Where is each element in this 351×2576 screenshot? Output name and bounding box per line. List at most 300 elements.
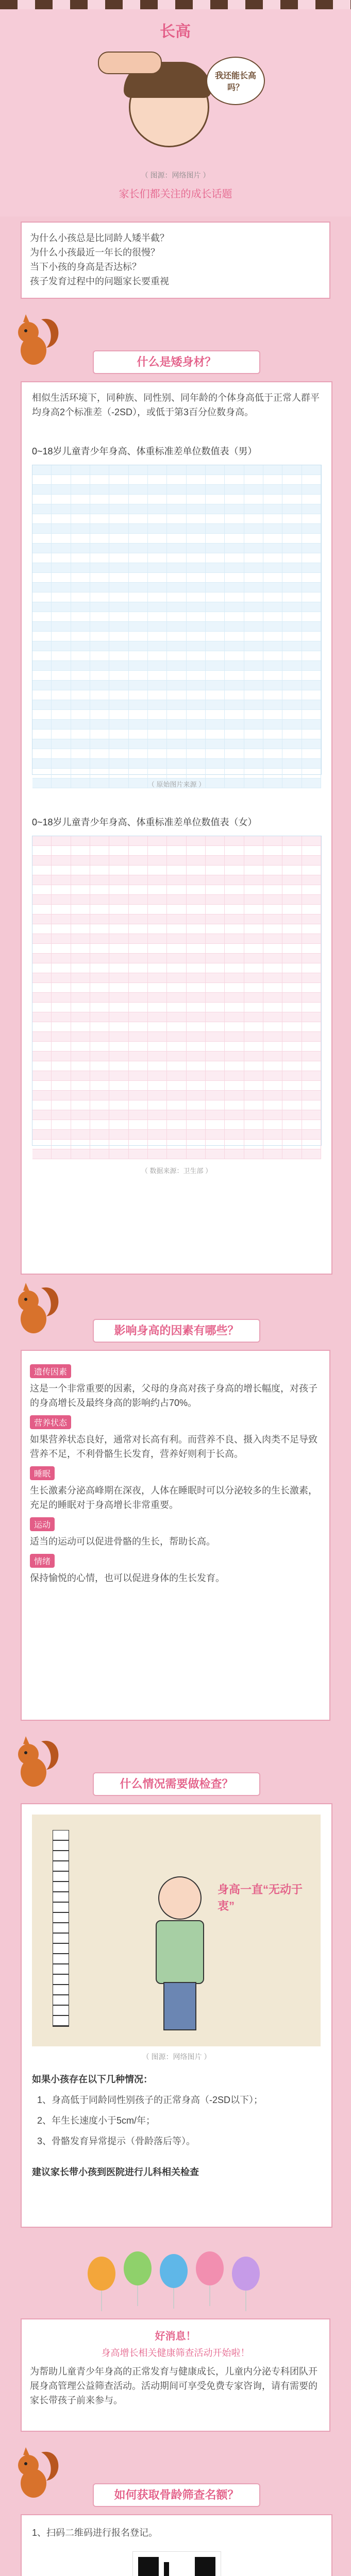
table-cell <box>225 690 244 700</box>
table-cell <box>148 553 167 563</box>
table-cell <box>187 1130 206 1139</box>
table-cell <box>90 924 109 934</box>
table-cell <box>187 1100 206 1110</box>
table-cell <box>302 973 321 982</box>
table-cell <box>71 1022 90 1031</box>
table-cell <box>148 856 167 865</box>
table-cell <box>302 583 321 592</box>
table-cell <box>167 875 186 885</box>
table-cell <box>32 905 52 914</box>
table-cell <box>167 866 186 875</box>
table-cell <box>225 1140 244 1149</box>
table-cell <box>90 563 109 572</box>
table-cell <box>167 592 186 602</box>
table-cell <box>148 1032 167 1041</box>
table-cell <box>52 1081 71 1090</box>
table-cell <box>302 632 321 641</box>
table-cell <box>90 553 109 563</box>
table-cell <box>71 1071 90 1080</box>
signup-card <box>21 2514 332 2576</box>
table-cell <box>263 671 282 680</box>
table-cell <box>187 914 206 924</box>
table-cell <box>225 534 244 543</box>
table-cell <box>148 1052 167 1061</box>
table-cell <box>187 573 206 582</box>
table-cell <box>167 1100 186 1110</box>
table-cell <box>206 875 225 885</box>
table-cell <box>206 963 225 973</box>
table-cell <box>206 846 225 855</box>
table-cell <box>90 875 109 885</box>
table-cell <box>90 1052 109 1061</box>
table-cell <box>167 983 186 992</box>
table-cell <box>206 602 225 612</box>
table-cell <box>187 661 206 670</box>
table-cell <box>129 1003 148 1012</box>
table-cell <box>109 563 128 572</box>
table-cell <box>32 1140 52 1149</box>
table-cell <box>90 622 109 631</box>
table-cell <box>129 504 148 514</box>
table-cell <box>32 632 52 641</box>
table-cell <box>148 739 167 749</box>
table-cell <box>263 1149 282 1159</box>
table-cell <box>148 1071 167 1080</box>
table-cell <box>244 914 263 924</box>
table-cell <box>148 632 167 641</box>
table-row <box>32 1091 321 1100</box>
table-cell <box>129 710 148 719</box>
table-cell <box>167 465 186 474</box>
table-row <box>32 1081 321 1091</box>
table-row <box>32 944 321 954</box>
table-cell <box>206 1071 225 1080</box>
table-cell <box>263 1061 282 1071</box>
table-cell <box>206 954 225 963</box>
table-cell <box>52 495 71 504</box>
table-cell <box>129 544 148 553</box>
table-cell <box>90 710 109 719</box>
table-cell <box>206 524 225 533</box>
table-cell <box>244 1091 263 1100</box>
table-cell <box>263 641 282 651</box>
table-cell <box>244 485 263 494</box>
table-cell <box>109 875 128 885</box>
table-cell <box>52 514 71 523</box>
table-cell <box>244 1149 263 1159</box>
table-cell <box>148 475 167 484</box>
table-cell <box>225 730 244 739</box>
table-cell <box>148 993 167 1002</box>
table-cell <box>71 612 90 621</box>
table-cell <box>282 514 302 523</box>
table-cell <box>90 1091 109 1100</box>
table-cell <box>302 759 321 768</box>
table-cell <box>71 1052 90 1061</box>
table-cell <box>244 681 263 690</box>
table-cell <box>109 993 128 1002</box>
table-row <box>32 641 321 651</box>
table-cell <box>90 720 109 729</box>
table-cell <box>282 1061 302 1071</box>
section-factors-title: 影响身高的因素有哪些？ <box>93 1319 260 1343</box>
speech-bubble <box>206 57 265 105</box>
table-row <box>32 895 321 905</box>
table-cell <box>282 924 302 934</box>
table-cell <box>52 1061 71 1071</box>
table-cell <box>187 983 206 992</box>
table-row <box>32 983 321 993</box>
table-cell <box>109 651 128 660</box>
table-cell <box>129 914 148 924</box>
factor-block <box>30 1359 321 1410</box>
table-cell <box>263 681 282 690</box>
table-row <box>32 573 321 583</box>
table-cell <box>129 993 148 1002</box>
table-cell <box>206 934 225 943</box>
table-cell <box>282 749 302 758</box>
table-cell <box>263 602 282 612</box>
table-cell <box>129 1012 148 1022</box>
table-cell <box>282 632 302 641</box>
table-cell <box>148 1100 167 1110</box>
table-cell <box>263 1110 282 1120</box>
table-cell <box>282 895 302 904</box>
table-cell <box>109 544 128 553</box>
table-cell <box>225 544 244 553</box>
table-cell <box>263 875 282 885</box>
table-cell <box>302 514 321 523</box>
table-row <box>32 759 321 769</box>
table-cell <box>90 495 109 504</box>
table-cell <box>206 944 225 953</box>
table-cell <box>129 651 148 660</box>
table-cell <box>225 475 244 484</box>
table-cell <box>187 544 206 553</box>
table-cell <box>129 866 148 875</box>
table-row <box>32 710 321 720</box>
table-row <box>32 700 321 710</box>
table-cell <box>32 1042 52 1051</box>
table-cell <box>225 641 244 651</box>
table-cell <box>52 875 71 885</box>
table-cell <box>225 875 244 885</box>
table-cell <box>109 1091 128 1100</box>
table-cell <box>244 1120 263 1129</box>
table-cell <box>109 759 128 768</box>
table-cell <box>167 993 186 1002</box>
table-cell <box>282 534 302 543</box>
table-cell <box>187 1042 206 1051</box>
table-cell <box>282 1012 302 1022</box>
table-cell <box>263 759 282 768</box>
table-cell <box>90 1012 109 1022</box>
table-cell <box>302 749 321 758</box>
table-cell <box>148 1130 167 1139</box>
table-cell <box>282 651 302 660</box>
table-cell <box>263 1071 282 1080</box>
table-row <box>32 846 321 856</box>
factor-text: 适当的运动可以促进骨骼的生长，帮助长高。 <box>30 1536 215 1547</box>
table-cell <box>263 769 282 778</box>
table-cell <box>32 983 52 992</box>
table-cell <box>282 730 302 739</box>
table-cell <box>225 622 244 631</box>
table-cell <box>129 846 148 855</box>
table-cell <box>52 671 71 680</box>
qr-code[interactable] <box>132 2551 221 2576</box>
table-cell <box>263 592 282 602</box>
table-cell <box>263 583 282 592</box>
table-row <box>32 524 321 534</box>
table-cell <box>167 514 186 523</box>
table-cell <box>52 553 71 563</box>
squirrel-icon <box>5 1278 67 1340</box>
table-cell <box>109 914 128 924</box>
table-cell <box>32 856 52 865</box>
table-cell <box>148 954 167 963</box>
table-cell <box>187 495 206 504</box>
table-cell <box>71 914 90 924</box>
table-cell <box>52 924 71 934</box>
table-cell <box>282 905 302 914</box>
table-cell <box>90 895 109 904</box>
header-illustration <box>98 46 257 160</box>
table-cell <box>52 661 71 670</box>
table-cell <box>206 495 225 504</box>
table-cell <box>109 885 128 894</box>
table-cell <box>187 524 206 533</box>
notice-subtitle: 身高增长相关健康筛查活动开始啦！ <box>101 2348 250 2358</box>
table-cell <box>129 641 148 651</box>
table-cell <box>129 700 148 709</box>
table-cell <box>129 592 148 602</box>
table-cell <box>129 954 148 963</box>
table-cell <box>282 769 302 778</box>
table-cell <box>148 983 167 992</box>
table-cell <box>263 514 282 523</box>
table-cell <box>148 846 167 855</box>
table-cell <box>90 739 109 749</box>
table-cell <box>129 1130 148 1139</box>
factor-block <box>30 1410 321 1461</box>
table-cell <box>206 553 225 563</box>
table-cell <box>148 661 167 670</box>
squirrel-icon <box>5 309 67 371</box>
table-cell <box>32 641 52 651</box>
table-cell <box>90 681 109 690</box>
table-cell <box>206 1003 225 1012</box>
table-cell <box>148 720 167 729</box>
table-cell <box>71 465 90 474</box>
table-cell <box>52 544 71 553</box>
table-cell <box>32 651 52 660</box>
table-cell <box>167 671 186 680</box>
table-cell <box>32 1120 52 1129</box>
table-cell <box>282 954 302 963</box>
table-cell <box>148 641 167 651</box>
illustration-label: 身高一直“无动于衷” <box>218 1883 303 1912</box>
table-cell <box>282 983 302 992</box>
table-cell <box>90 1130 109 1139</box>
table-cell <box>225 563 244 572</box>
table-cell <box>167 573 186 582</box>
table-cell <box>282 661 302 670</box>
table-cell <box>302 1012 321 1022</box>
table-cell <box>225 836 244 845</box>
table-cell <box>32 524 52 533</box>
table-cell <box>52 1052 71 1061</box>
table-row <box>32 651 321 661</box>
table-cell <box>109 1130 128 1139</box>
table-cell <box>71 730 90 739</box>
table-cell <box>263 914 282 924</box>
table-cell <box>52 973 71 982</box>
table-row <box>32 632 321 641</box>
table-cell <box>206 749 225 758</box>
table-cell <box>52 583 71 592</box>
table-cell <box>52 836 71 845</box>
table-cell <box>167 1071 186 1080</box>
table-cell <box>225 739 244 749</box>
table-cell <box>187 534 206 543</box>
factor-tag: 情绪 <box>30 1554 55 1568</box>
table-cell <box>263 485 282 494</box>
table-cell <box>71 983 90 992</box>
table-cell <box>167 1120 186 1129</box>
table-cell <box>32 544 52 553</box>
table-cell <box>129 1081 148 1090</box>
table-cell <box>282 553 302 563</box>
table-cell <box>282 866 302 875</box>
table-cell <box>129 769 148 778</box>
table-cell <box>52 934 71 943</box>
table-cell <box>52 895 71 904</box>
table-cell <box>244 1140 263 1149</box>
table-cell <box>71 866 90 875</box>
table-cell <box>244 465 263 474</box>
table-cell <box>129 934 148 943</box>
table-cell <box>225 749 244 758</box>
table-cell <box>109 641 128 651</box>
table-row <box>32 875 321 885</box>
table-cell <box>71 553 90 563</box>
table-cell <box>148 681 167 690</box>
table-cell <box>167 1061 186 1071</box>
table-cell <box>187 553 206 563</box>
table-cell <box>187 651 206 660</box>
table-cell <box>167 914 186 924</box>
table-cell <box>263 1120 282 1129</box>
table-row <box>32 720 321 730</box>
table-cell <box>52 681 71 690</box>
table-row <box>32 534 321 544</box>
table-cell <box>187 641 206 651</box>
table-cell <box>206 583 225 592</box>
speech-text: 我还能长高吗？ <box>215 72 257 92</box>
table-cell <box>52 651 71 660</box>
table-cell <box>244 895 263 904</box>
table-cell <box>263 504 282 514</box>
table-cell <box>129 485 148 494</box>
table-cell <box>302 504 321 514</box>
table-cell <box>148 973 167 982</box>
table-cell <box>32 739 52 749</box>
table-cell <box>148 1061 167 1071</box>
table-cell <box>129 924 148 934</box>
table-cell <box>71 1032 90 1041</box>
table-cell <box>52 730 71 739</box>
table-cell <box>129 612 148 621</box>
table-cell <box>71 651 90 660</box>
table-cell <box>244 1061 263 1071</box>
table-cell <box>225 759 244 768</box>
intro-question: 为什么小孩总是比同龄人矮半截？ <box>30 233 169 243</box>
table-cell <box>90 973 109 982</box>
table-cell <box>282 1149 302 1159</box>
table-cell <box>263 1042 282 1051</box>
table-cell <box>129 681 148 690</box>
table-cell <box>71 592 90 602</box>
table-cell <box>244 983 263 992</box>
table-cell <box>90 1022 109 1031</box>
table-cell <box>167 1052 186 1061</box>
table-cell <box>52 1149 71 1159</box>
table-cell <box>129 973 148 982</box>
table-cell <box>302 1003 321 1012</box>
table-cell <box>109 1100 128 1110</box>
header-title: 长高 <box>160 23 191 40</box>
factor-block <box>30 1461 321 1512</box>
table-cell <box>71 563 90 572</box>
table-cell <box>148 592 167 602</box>
table-cell <box>90 983 109 992</box>
table-cell <box>71 1042 90 1051</box>
girls-table-title: 0~18岁儿童青少年身高、体重标准差单位数值表（女） <box>32 817 257 827</box>
table-cell <box>109 671 128 680</box>
table-cell <box>109 465 128 474</box>
girls-height-table <box>32 836 322 1146</box>
balloon-icon <box>160 2254 188 2288</box>
table-cell <box>71 739 90 749</box>
table-cell <box>225 524 244 533</box>
table-cell <box>32 1091 52 1100</box>
table-cell <box>206 914 225 924</box>
table-cell <box>282 1110 302 1120</box>
table-cell <box>302 700 321 709</box>
table-cell <box>282 993 302 1002</box>
section-check-title: 什么情况需要做检查？ <box>93 1772 260 1796</box>
table-cell <box>263 1052 282 1061</box>
table-row <box>32 749 321 759</box>
table-cell <box>263 749 282 758</box>
table-cell <box>263 944 282 953</box>
table-cell <box>90 1061 109 1071</box>
table-cell <box>206 641 225 651</box>
table-cell <box>71 759 90 768</box>
table-cell <box>225 963 244 973</box>
table-cell <box>282 612 302 621</box>
table-cell <box>244 944 263 953</box>
table-cell <box>302 1042 321 1051</box>
table-cell <box>302 895 321 904</box>
table-cell <box>187 1081 206 1090</box>
notice-card <box>21 2318 330 2432</box>
table-cell <box>282 602 302 612</box>
table-cell <box>32 934 52 943</box>
table-cell <box>206 544 225 553</box>
table-cell <box>263 495 282 504</box>
